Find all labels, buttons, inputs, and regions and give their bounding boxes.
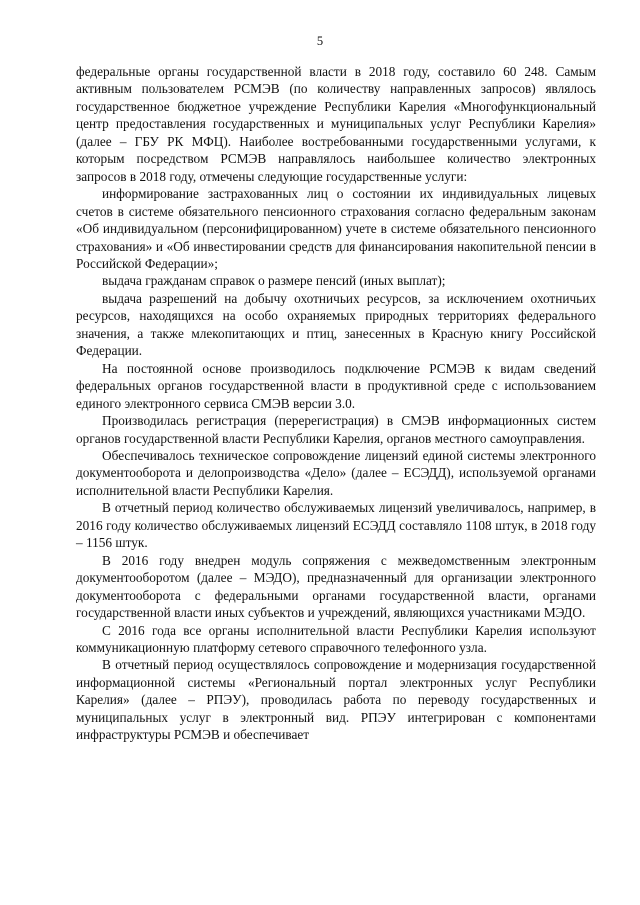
paragraph: На постоянной основе производилось подключение РСМЭВ к видам сведений федеральных органов государственной власти в продуктивной среде с использованием единого электронного сервиса СМЭВ версии 3.0. bbox=[76, 360, 596, 411]
paragraph: С 2016 года все органы исполнительной власти Республики Карелия используют коммуникационную платформу сетевого справочного телефонного узла. bbox=[76, 622, 596, 655]
paragraph: В 2016 году внедрен модуль сопряжения с межведомственным электронным документооборотом (далее – МЭДО), предназначенный для организации электронного документооборота с федеральными органами государственной власти, органами государственной власти иных субъектов и учреждений, являющихся участниками МЭДО. bbox=[76, 552, 596, 621]
paragraph: выдача гражданам справок о размере пенсий (иных выплат); bbox=[102, 273, 446, 289]
paragraph: В отчетный период количество обслуживаемых лицензий увеличивалось, например, в 2016 году количество обслуживаемых лицензий ЕСЭДД составляло 1108 штук, в 2018 году – 1156 штук. bbox=[76, 500, 596, 551]
document-body bbox=[76, 63, 596, 744]
paragraph: федеральные органы государственной власти в 2018 году, составило 60 248. Самым активным пользователем РСМЭВ (по количеству направленных запросов) являлось государственное бюджетное учреждение Республики Карелия «Многофункциональный центр предоставления государственных и муниципальных услуг Республики Карелия» (далее – ГБУ РК МФЦ). Наиболее востребованными государственными услугами, к которым посредством РСМЭВ направлялось наибольшее количество электронных запросов в 2018 году, отмечены следующие государственные услуги: bbox=[76, 64, 596, 184]
page-number: 5 bbox=[316, 34, 324, 48]
paragraph: информирование застрахованных лиц о состоянии их индивидуальных лицевых счетов в системе обязательного пенсионного страхования согласно федеральным законам «Об индивидуальном (персонифицированном) учете в системе обязательного пенсионного страхования» и «Об инвестировании средств для финансирования накопительной пенсии в Российской Федерации»; bbox=[76, 186, 596, 271]
paragraph: Производилась регистрация (перерегистрация) в СМЭВ информационных систем органов государственной власти Республики Карелия, органов местного самоуправления. bbox=[76, 413, 596, 446]
paragraph: В отчетный период осуществлялось сопровождение и модернизация государственной информационной системы «Региональный портал электронных услуг Республики Карелия» (далее – РПЭУ), проводилась работа по переводу государственных и муниципальных услуг в электронный вид. РПЭУ интегрирован с компонентами инфраструктуры РСМЭВ и обеспечивает bbox=[76, 657, 596, 743]
paragraph: Обеспечивалось техническое сопровождение лицензий единой системы электронного документооборота и делопроизводства «Дело» (далее – ЕСЭДД), используемой органами исполнительной власти Республики Карелия. bbox=[76, 447, 596, 498]
paragraph: выдача разрешений на добычу охотничьих ресурсов, за исключением охотничьих ресурсов, находящихся на особо охраняемых природных территориях федерального значения, а также млекопитающих и птиц, занесенных в Красную книгу Российской Федерации. bbox=[76, 290, 596, 359]
